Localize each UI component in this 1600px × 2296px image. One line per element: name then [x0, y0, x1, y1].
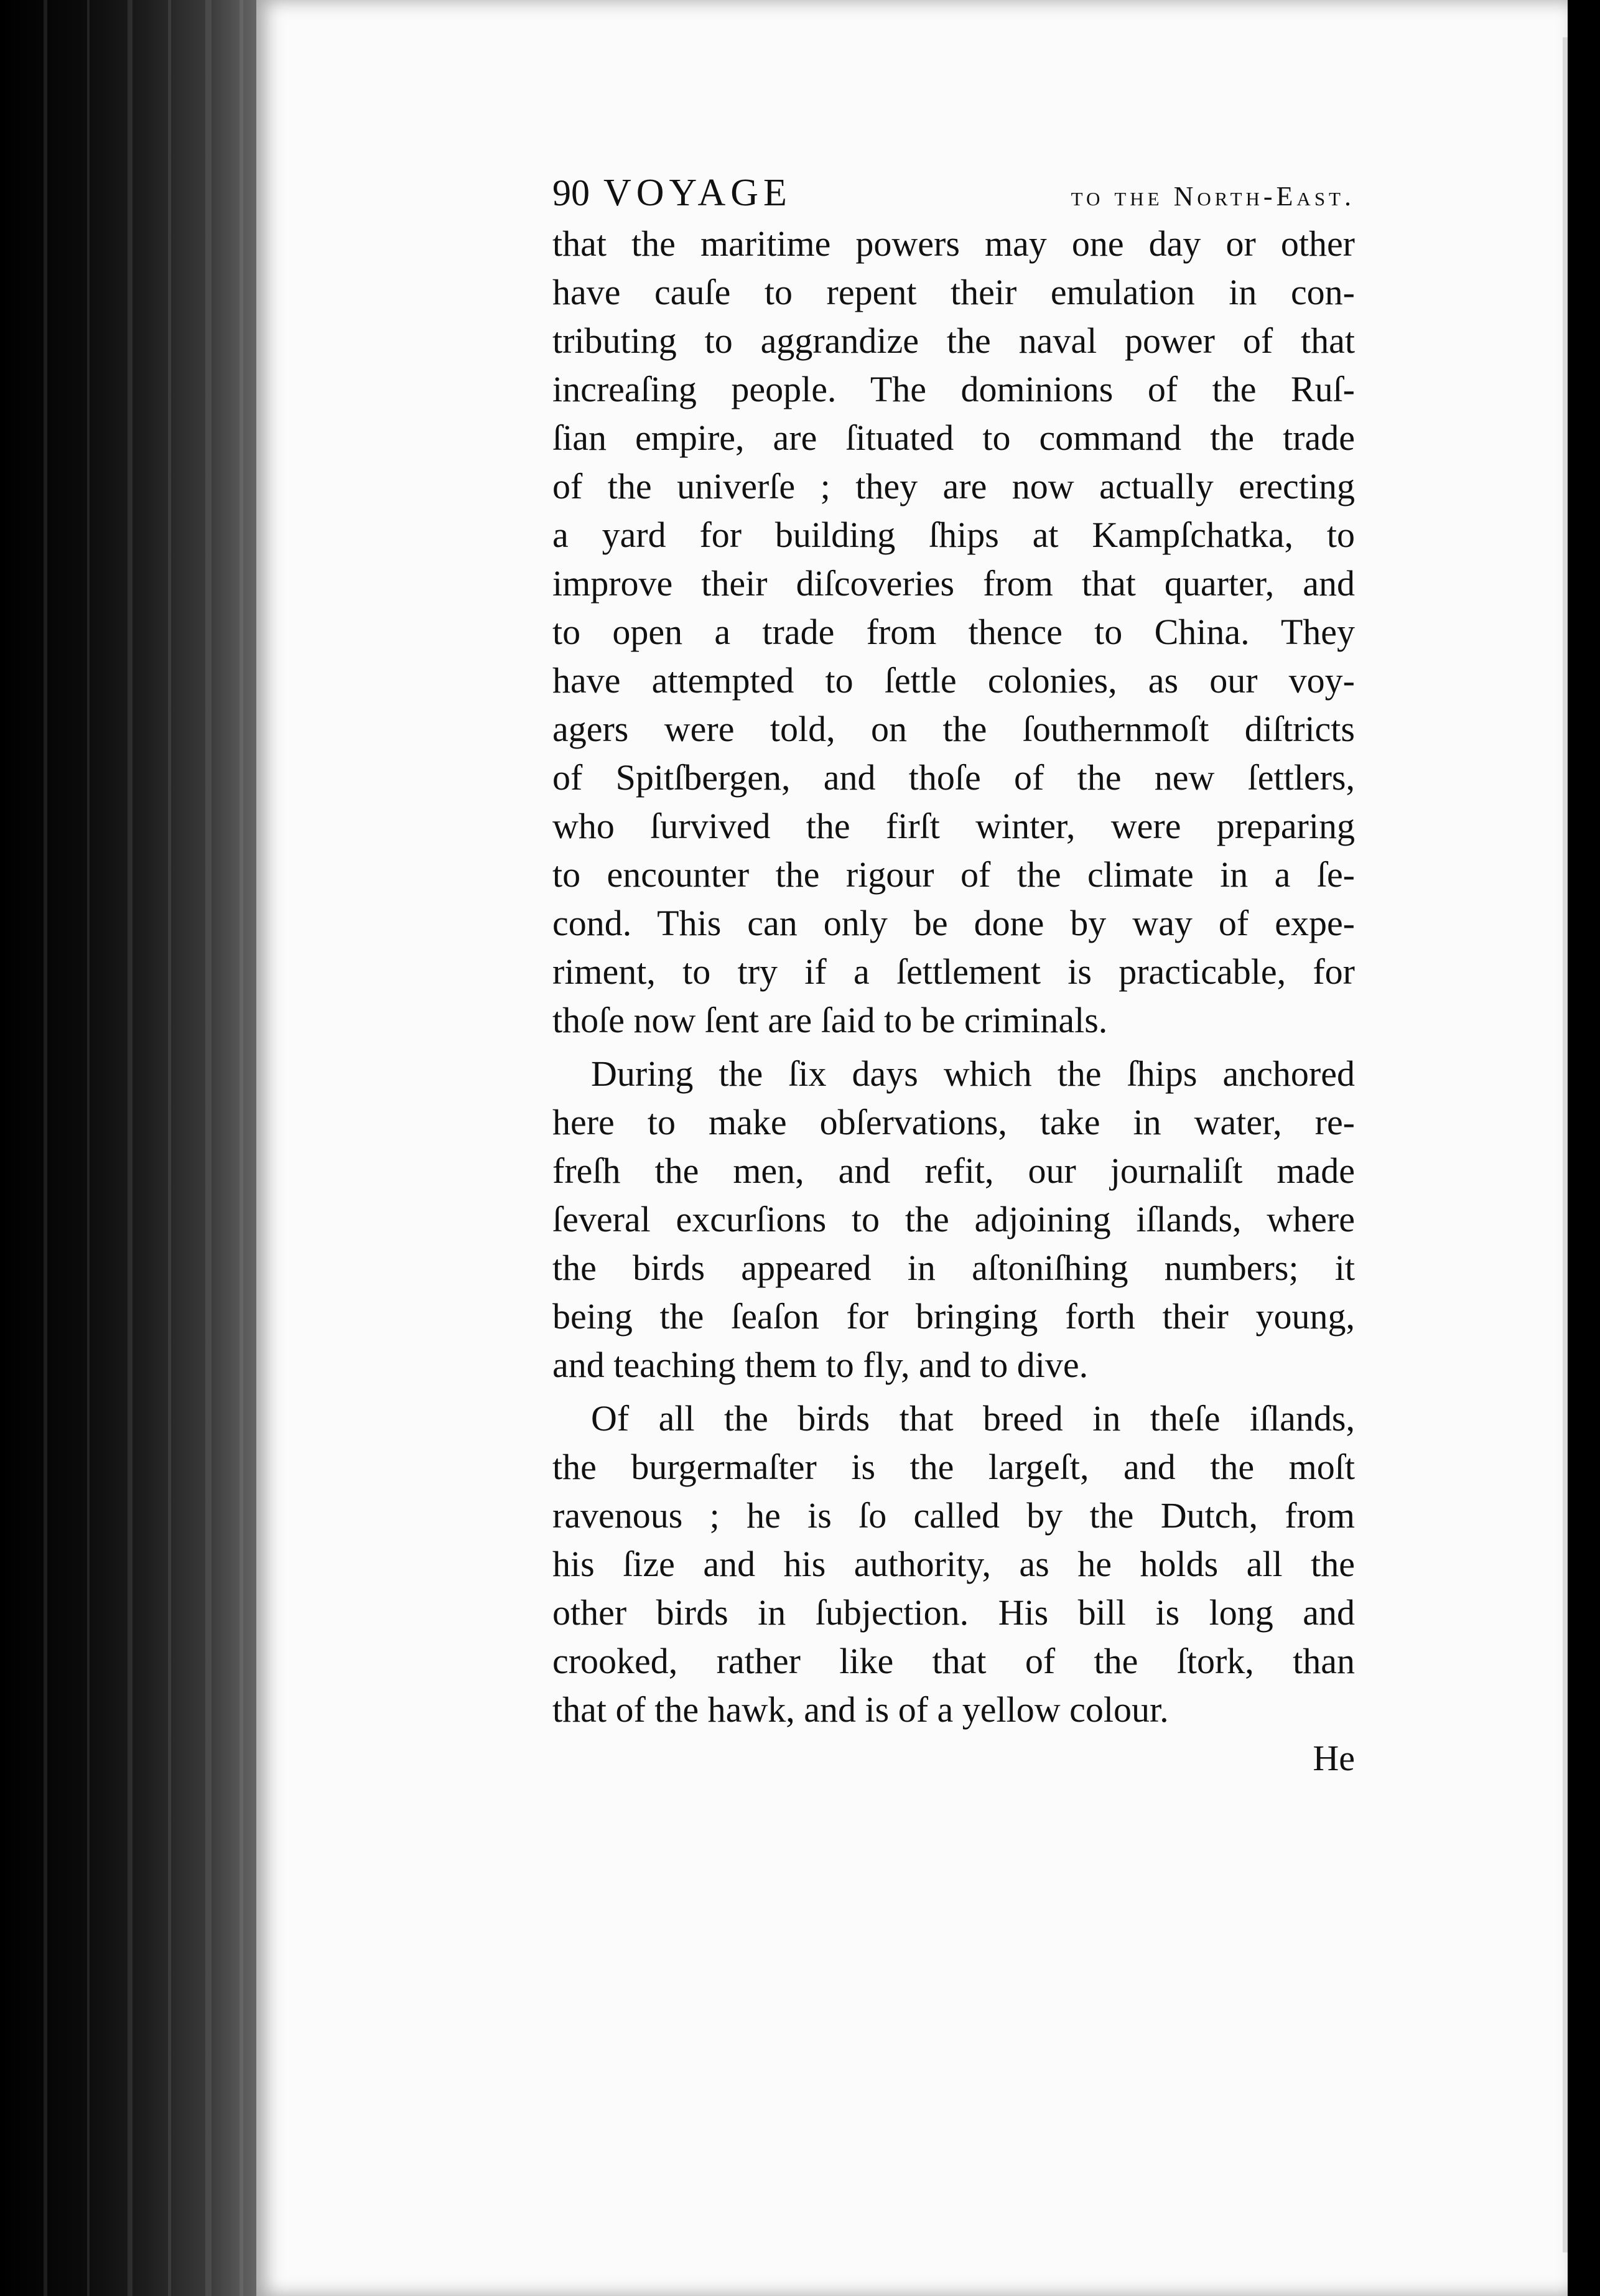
text-line: have cauſe to repent their emulation in con- [552, 272, 1355, 312]
paragraph [552, 1050, 1355, 1389]
text-line: his ſize and his authority, as he holds all the [552, 1544, 1355, 1584]
text-line: that the maritime powers may one day or other [552, 223, 1355, 264]
text-line: to encounter the rigour of the climate in a ſe- [552, 854, 1355, 895]
text-line: and teaching them to fly, and to dive. [552, 1345, 1089, 1385]
page-text [552, 171, 1355, 1783]
text-line: ſian empire, are ſituated to command the trade [552, 418, 1355, 458]
text-line: crooked, rather like that of the ſtork, than [552, 1641, 1355, 1681]
text-line: a yard for building ſhips at Kampſchatka, to [552, 515, 1355, 555]
text-line: that of the hawk, and is of a yellow colour. [552, 1689, 1169, 1730]
text-line: who ſurvived the firſt winter, were preparing [552, 806, 1355, 846]
text-line: of Spitſbergen, and thoſe of the new ſettlers, [552, 757, 1355, 798]
scan-border-right [1568, 0, 1600, 2296]
text-line: agers were told, on the ſouthernmoſt diſtricts [552, 709, 1355, 749]
text-line: the burgermaſter is the largeſt, and the moſt [552, 1447, 1355, 1487]
text-line: riment, to try if a ſettlement is practicable, for [552, 951, 1355, 992]
text-line: cond. This can only be done by way of expe- [552, 903, 1355, 943]
text-line: tributing to aggrandize the naval power of that [552, 320, 1355, 361]
text-line: being the ſeaſon for bringing forth their young, [552, 1296, 1355, 1337]
paragraph-gap [552, 1045, 1355, 1050]
text-line: other birds in ſubjection. His bill is long and [552, 1592, 1355, 1633]
next-page-edge [1563, 37, 1568, 2252]
running-title: VOYAGE [603, 172, 792, 214]
text-line: improve their diſcoveries from that quarter, and [552, 563, 1355, 604]
text-line: freſh the men, and refit, our journaliſt made [552, 1150, 1355, 1191]
text-line: ſeveral excurſions to the adjoining iſlands, where [552, 1199, 1355, 1239]
text-line: increaſing people. The dominions of the Ruſ- [552, 369, 1355, 409]
running-title-rest: to the North-East. [1071, 181, 1355, 212]
text-line: here to make obſervations, take in water, re- [552, 1102, 1355, 1142]
catchword: He [1313, 1738, 1355, 1778]
paragraph-gap [552, 1389, 1355, 1394]
text-line: ravenous ; he is ſo called by the Dutch, from [552, 1495, 1355, 1536]
text-line: the birds appeared in aſtoniſhing numbers; it [552, 1248, 1355, 1288]
body-text [552, 220, 1355, 1734]
text-line: to open a trade from thence to China. They [552, 612, 1355, 652]
running-head [552, 171, 1355, 220]
text-line: of the univerſe ; they are now actually erecting [552, 466, 1355, 506]
paragraph [552, 1394, 1355, 1734]
book-spine-edge [0, 0, 261, 2296]
text-line: Of all the birds that breed in theſe iſlands, [591, 1398, 1355, 1439]
page-number: 90 [552, 172, 590, 213]
text-line: have attempted to ſettle colonies, as our voy- [552, 660, 1355, 701]
text-line: thoſe now ſent are ſaid to be criminals. [552, 1000, 1108, 1040]
paragraph [552, 220, 1355, 1045]
text-line: During the ſix days which the ſhips anchored [591, 1053, 1355, 1094]
